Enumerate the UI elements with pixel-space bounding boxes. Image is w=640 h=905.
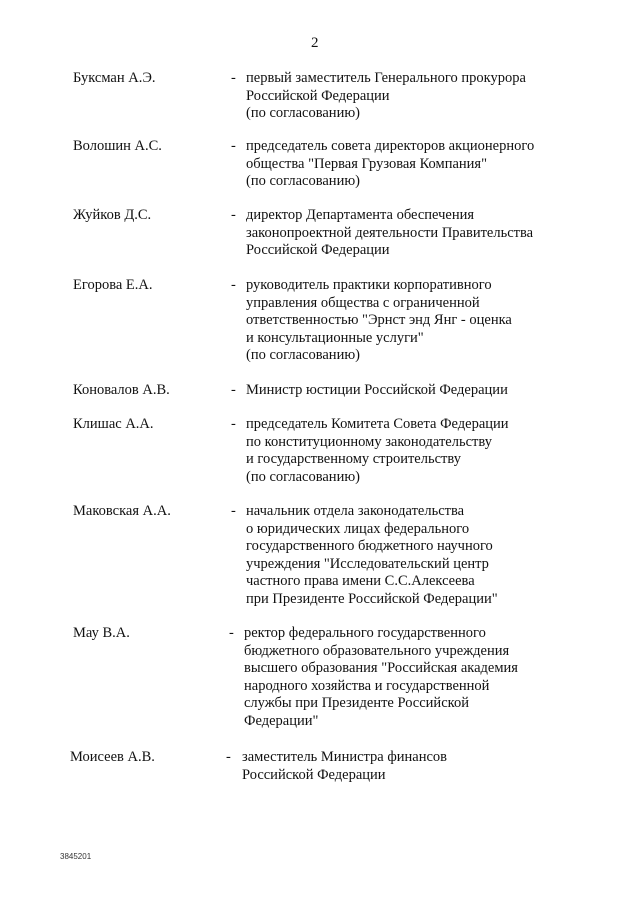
position-line: службы при Президенте Российской: [244, 695, 469, 711]
position-line: Федерации": [244, 712, 319, 729]
position-line: (по согласованию): [246, 105, 360, 121]
position-line: руководитель практики корпоративного: [246, 277, 492, 293]
member-name: Мау В.А.: [73, 625, 130, 641]
dash-separator: -: [231, 503, 236, 519]
member-name: Клишас А.А.: [73, 416, 154, 432]
position-line: начальник отдела законодательства: [246, 503, 465, 519]
page-number: 2: [311, 35, 319, 51]
document-code: 3845201: [60, 852, 92, 861]
position-line: по конституционному законодательству: [246, 433, 492, 450]
dash-separator: -: [231, 138, 236, 154]
position-line: председатель совета директоров акционерного: [246, 138, 535, 154]
position-line: высшего образования "Российская академия: [244, 660, 518, 676]
member-name: Коновалов А.В.: [73, 382, 170, 398]
position-line: Российской Федерации: [246, 242, 390, 258]
position-line: (по согласованию): [246, 468, 360, 485]
position-line: заместитель Министра финансов: [242, 749, 447, 765]
position-line: (по согласованию): [246, 173, 360, 189]
position-line: частного права имени С.С.Алексеева: [246, 573, 475, 589]
dash-separator: -: [231, 277, 236, 293]
member-name: Волошин А.С.: [73, 138, 162, 154]
position-line: учреждения "Исследовательский центр: [246, 555, 489, 572]
position-line: председатель Комитета Совета Федерации: [246, 416, 509, 432]
member-position: [246, 503, 576, 608]
member-name: Егорова Е.А.: [73, 277, 153, 293]
position-line: Российской Федерации: [246, 87, 390, 104]
position-line: (по согласованию): [246, 347, 360, 363]
member-position: [246, 416, 576, 486]
position-line: управления общества с ограниченной: [246, 294, 480, 311]
position-line: о юридических лицах федерального: [246, 520, 470, 537]
position-line: законопроектной деятельности Правительства: [246, 224, 534, 241]
dash-separator: -: [231, 207, 236, 223]
position-line: и государственному строительству: [246, 451, 461, 467]
position-line: государственного бюджетного научного: [246, 538, 493, 554]
member-position: [246, 138, 576, 191]
dash-separator: -: [231, 382, 236, 398]
position-line: ответственностью "Эрнст энд Янг - оценка: [246, 312, 512, 328]
position-line: Российской Федерации: [242, 766, 386, 783]
member-name: Маковская А.А.: [73, 503, 171, 519]
member-position: [244, 625, 574, 730]
member-position: [246, 207, 576, 260]
member-position: [246, 277, 576, 365]
member-name: Моисеев А.В.: [70, 749, 155, 765]
member-name: Буксман А.Э.: [73, 70, 156, 86]
position-line: и консультационные услуги": [246, 329, 424, 346]
member-position: [246, 382, 576, 400]
dash-separator: -: [231, 416, 236, 432]
member-position: [242, 749, 572, 784]
position-line: Министр юстиции Российской Федерации: [246, 382, 508, 398]
position-line: народного хозяйства и государственной: [244, 677, 490, 694]
position-line: бюджетного образовательного учреждения: [244, 642, 510, 659]
position-line: общества "Первая Грузовая Компания": [246, 155, 487, 172]
member-position: [246, 70, 576, 123]
dash-separator: -: [226, 749, 231, 765]
position-line: первый заместитель Генерального прокурора: [246, 70, 526, 86]
dash-separator: -: [229, 625, 234, 641]
dash-separator: -: [231, 70, 236, 86]
position-line: при Президенте Российской Федерации": [246, 590, 498, 607]
member-name: Жуйков Д.С.: [73, 207, 152, 223]
position-line: директор Департамента обеспечения: [246, 207, 475, 223]
position-line: ректор федерального государственного: [244, 625, 486, 641]
